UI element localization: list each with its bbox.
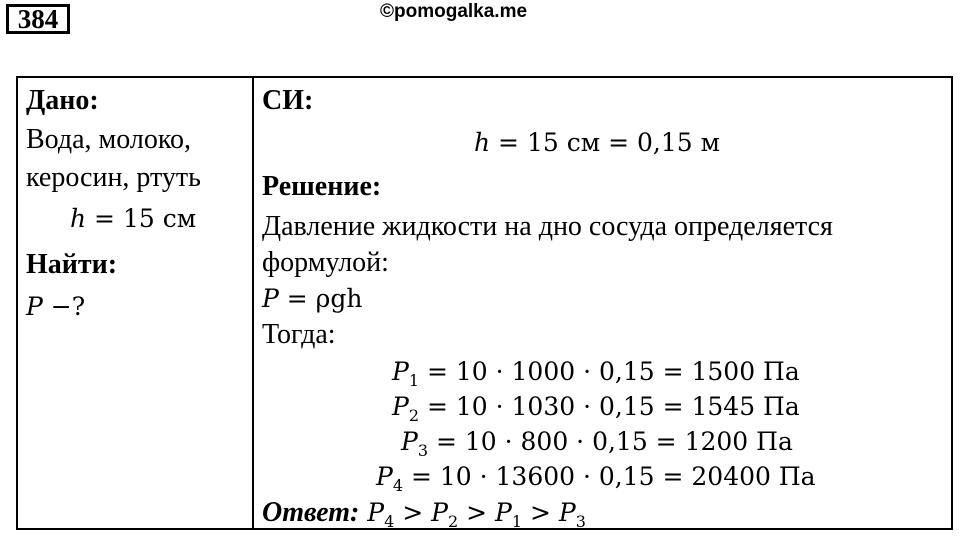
pressure-formula xyxy=(262,282,362,316)
calc-p1-expr: = 10 · 1000 · 0,15 = 1500 Па xyxy=(419,357,800,386)
given-h-value: = 15 см xyxy=(86,204,197,233)
si-title: СИ: xyxy=(262,85,314,116)
calc-p1: $P_1 = 10 \cdot 1000 \cdot 0,15 = 1500$ Па xyxy=(392,357,800,390)
answer-line: Ответ: $P_4 > P_2 > P_1 > P_3$ xyxy=(262,497,586,531)
find-question: −? xyxy=(42,292,86,321)
calc-p4-expr: = 10 · 13600 · 0,15 = 20400 Па xyxy=(403,462,816,491)
answer-sub-c: 1 xyxy=(511,512,523,531)
calc-p1-sub: 1 xyxy=(408,371,420,390)
given-h-var: h xyxy=(70,204,87,233)
then-label: Тогда: xyxy=(262,319,336,350)
answer-sub-d: 3 xyxy=(575,512,586,531)
formula-rhs: = ρgh xyxy=(278,284,363,313)
formula-var: P xyxy=(262,284,279,313)
si-h-var: h xyxy=(474,128,491,157)
solution-text-1: Давление жидкости на дно сосуда определяется xyxy=(262,211,833,242)
given-line-2: керосин, ртуть xyxy=(26,162,201,193)
calc-p3-expr: = 10 · 800 · 0,15 = 1200 Па xyxy=(428,427,793,456)
given-h xyxy=(70,202,196,236)
find-title: Найти: xyxy=(26,249,118,280)
calc-p3-sub: 3 xyxy=(417,441,429,460)
calc-p2-expr: = 10 · 1030 · 0,15 = 1545 Па xyxy=(419,392,800,421)
find-var: P xyxy=(26,292,43,321)
find-expression xyxy=(26,290,85,324)
calc-p4-sub: 4 xyxy=(392,476,404,495)
watermark: ©pomogalka.me xyxy=(380,1,528,22)
solution-title: Решение: xyxy=(262,171,382,202)
solution-table xyxy=(16,76,953,530)
solution-text-2: формулой: xyxy=(262,247,389,278)
answer-sub-a: 4 xyxy=(384,512,395,531)
calc-p3: $P_3 = 10 \cdot 800 \cdot 0,15 = 1200$ Па xyxy=(401,427,793,460)
column-divider xyxy=(252,78,254,528)
problem-number: 384 xyxy=(6,4,70,34)
answer-label: Ответ: xyxy=(262,497,360,528)
answer-sub-b: 2 xyxy=(447,512,459,531)
calc-p4: $P_4 = 10 \cdot 13600 \cdot 0,15 = 20400$ Па xyxy=(376,462,816,495)
given-line-1: Вода, молоко, xyxy=(26,124,192,155)
given-title: Дано: xyxy=(26,85,99,116)
si-conversion xyxy=(474,126,720,160)
calc-p2: $P_2 = 10 \cdot 1030 \cdot 0,15 = 1545$ Па xyxy=(392,392,800,425)
si-h-value: = 15 см = 0,15 м xyxy=(490,128,721,157)
calc-p2-sub: 2 xyxy=(408,406,420,425)
